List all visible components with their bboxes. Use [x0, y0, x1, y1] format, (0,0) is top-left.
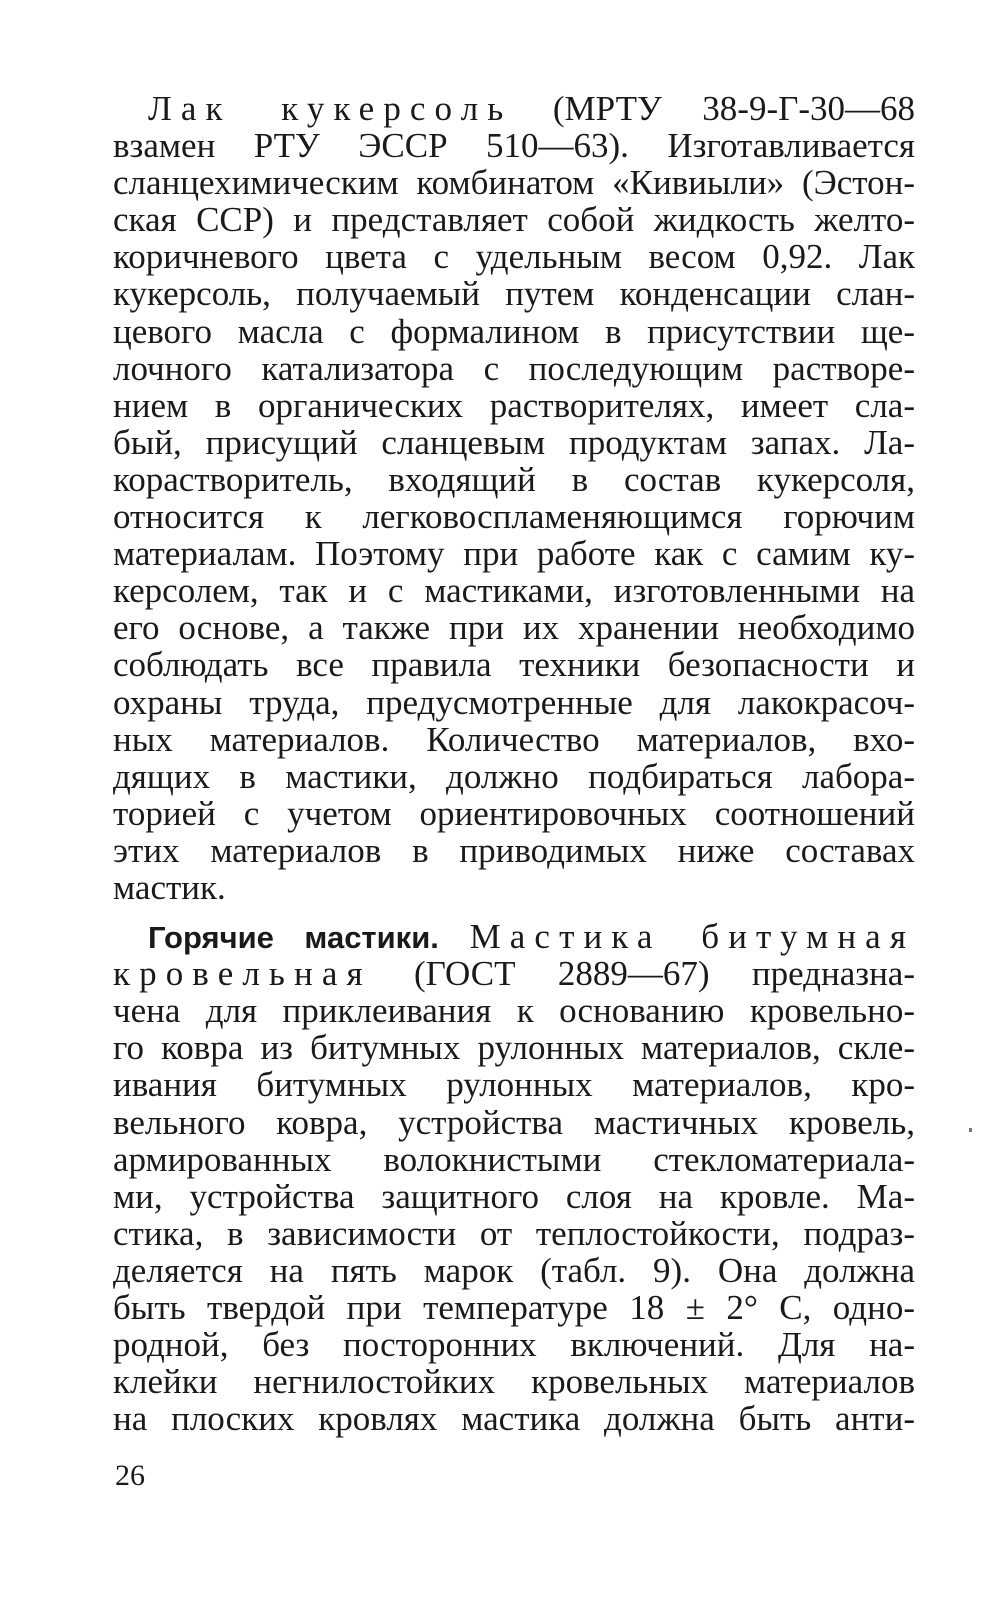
text-line: чена для приклеивания к основанию кровельно- [113, 991, 915, 1031]
text-line: материалам. Поэтому при работе как с самим ку- [113, 534, 915, 574]
text-line: на плоских кровлях мастика должна быть анти- [113, 1399, 915, 1439]
text-line: дящих в мастики, должно подбираться лабора- [113, 756, 915, 796]
lead-term: Лак кукерсоль [148, 89, 513, 128]
text-line: торией с учетом ориентировочных соотношений [113, 793, 915, 833]
paragraph-lak-kukersol [113, 90, 915, 906]
text-line: цевого масла с формалином в присутствии ще- [113, 311, 915, 351]
text-line: нием в органических растворителях, имеет сла- [113, 385, 915, 425]
section-heading: Горячие мастики. [148, 920, 439, 956]
text-line: родной, без посторонних включений. Для на- [113, 1325, 915, 1365]
lead-term: кровельная [113, 954, 372, 994]
text-line: армированных волокнистыми стекломатериала- [113, 1139, 915, 1179]
text-line: ных материалов. Количество материалов, вхо- [113, 719, 915, 759]
text-line: кукерсоль, получаемый путем конденсации слан- [113, 274, 915, 314]
text-line [113, 918, 915, 955]
text-line: вельного ковра, устройства мастичных кровель, [113, 1102, 915, 1142]
text-line: бый, присущий сланцевым продуктам запах. Ла- [113, 422, 915, 462]
text-line: го ковра из битумных рулонных материалов, скле- [113, 1028, 915, 1068]
text-line-last: мастик. [113, 867, 226, 907]
text-line: лочного катализатора с последующим растворе- [113, 348, 915, 388]
text-line: взамен РТУ ЭССР 510—63). Изготавливается [113, 126, 915, 166]
text-line: Лак кукерсоль (МРТУ 38-9-Г-30—68 [148, 89, 916, 128]
page-body [113, 90, 915, 1437]
text-line: деляется на пять марок (табл. 9). Она должна [113, 1250, 915, 1290]
text-line: сланцехимическим комбинатом «Кивиыли» (Эстон- [113, 163, 915, 203]
page-number: 26 [115, 1459, 145, 1492]
text-line: этих материалов в приводимых ниже составах [113, 830, 915, 870]
paragraph-hot-mastics [113, 918, 915, 1437]
text-line: относится к легковоспламеняющимся горючим [113, 497, 915, 537]
text-line: корастворитель, входящий в состав кукерсоля, [113, 459, 915, 499]
text-line: ми, устройства защитного слоя на кровле. Ма- [113, 1176, 915, 1216]
text-line: ивания битумных рулонных материалов, кро- [113, 1065, 915, 1105]
lead-term: Мастика битумная [469, 917, 916, 957]
scan-speck [969, 1128, 972, 1132]
text-line: охраны труда, предусмотренные для лакокрасоч- [113, 682, 915, 722]
text-line: керсолем, так и с мастиками, изготовленными на [113, 571, 915, 611]
text-line: коричневого цвета с удельным весом 0,92. Лак [113, 237, 915, 277]
text-line: клейки негнилостойких кровельных материалов [113, 1362, 915, 1402]
text-line: быть твердой при температуре 18 ± 2° С, одно- [113, 1288, 915, 1327]
text-line: его основе, а также при их хранении необходимо [113, 608, 915, 648]
text-line: соблюдать все правила техники безопасности и [113, 645, 915, 685]
text-line: стика, в зависимости от теплостойкости, подраз- [113, 1213, 915, 1253]
text-line: ская ССР) и представляет собой жидкость желто- [113, 200, 915, 240]
text-line: кровельная (ГОСТ 2889—67) предназна- [113, 954, 915, 994]
